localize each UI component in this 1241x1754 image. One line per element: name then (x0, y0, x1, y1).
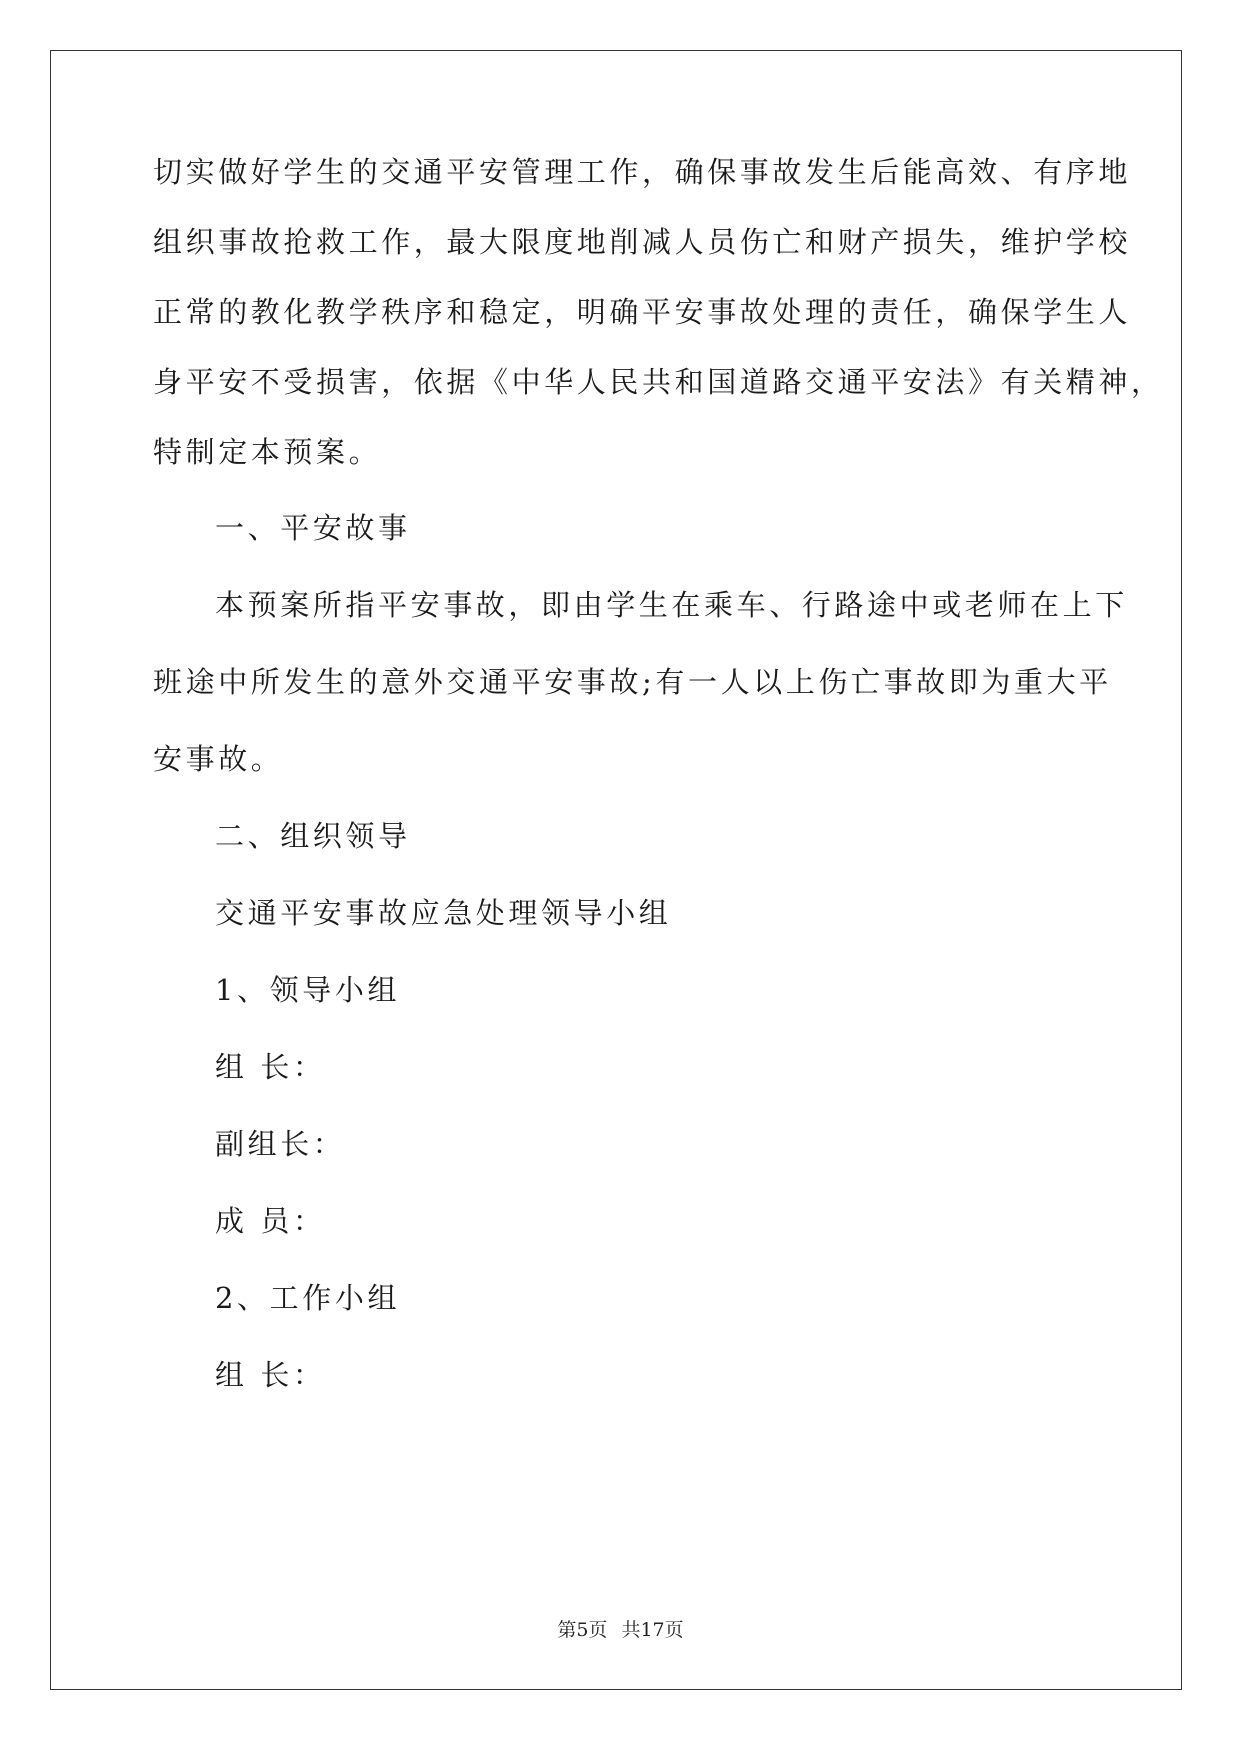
role-line: 组 长： (215, 1358, 326, 1392)
role-line: 成 员： (215, 1204, 326, 1238)
section-heading: 一、平安故事 (215, 511, 411, 545)
paragraph-line: 身平安不受损害，依据《中华人民共和国道路交通平安法》有关精神， (153, 365, 1164, 399)
paragraph-line: 切实做好学生的交通平安管理工作，确保事故发生后能高效、有序地 (153, 155, 1132, 189)
paragraph-line: 安事故。 (153, 742, 284, 776)
role-line: 副组长： (215, 1127, 346, 1161)
paragraph-line: 本预案所指平安事故，即由学生在乘车、行路途中或老师在上下 (215, 588, 1128, 622)
paragraph-line: 正常的教化教学秩序和稳定，明确平安事故处理的责任，确保学生人 (153, 295, 1132, 329)
section-heading: 二、组织领导 (215, 819, 411, 853)
paragraph-line: 交通平安事故应急处理领导小组 (215, 896, 672, 930)
subsection-heading: 1、领导小组 (215, 973, 401, 1007)
role-line: 组 长： (215, 1050, 326, 1084)
page-footer (0, 1618, 1241, 1642)
paragraph-line: 组织事故抢救工作，最大限度地削减人员伤亡和财产损失，维护学校 (153, 225, 1132, 259)
page-number-current: 第5页 (557, 1619, 608, 1641)
page-number-total: 共17页 (621, 1619, 684, 1641)
paragraph-line: 班途中所发生的意外交通平安事故;有一人以上伤亡事故即为重大平 (153, 665, 1112, 699)
subsection-heading: 2、工作小组 (215, 1281, 401, 1315)
paragraph-line: 特制定本预案。 (153, 435, 382, 469)
